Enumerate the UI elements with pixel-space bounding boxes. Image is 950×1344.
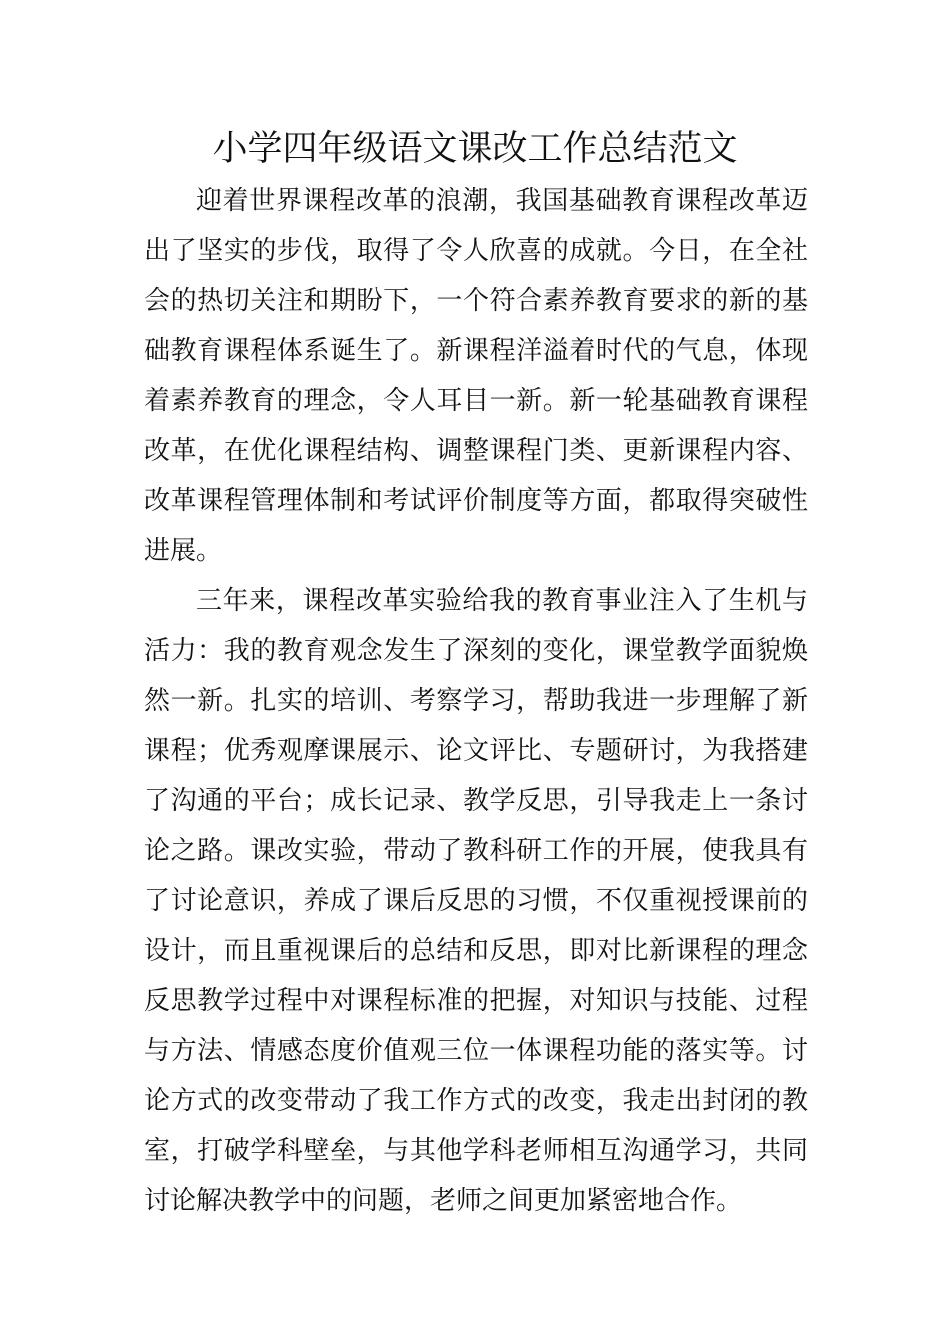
paragraph-2: 三年来，课程改革实验给我的教育事业注入了生机与活力：我的教育观念发生了深刻的变化，课堂教学面貌焕然一新。扎实的培训、考察学习，帮助我进一步理解了新课程；优秀观摩课展示、论文评比、专题研讨，为我搭建了沟通的平台；成长记录、教学反思，引导我走上一条讨论之路。课改实验，带动了教科研工作的开展，使我具有了讨论意识，养成了课后反思的习惯，不仅重视授课前的设计，而且重视课后的总结和反思，即对比新课程的理念反思教学过程中对课程标准的把握，对知识与技能、过程与方法、情感态度价值观三位一体课程功能的落实等。讨论方式的改变带动了我工作方式的改变，我走出封闭的教室，打破学科壁垒，与其他学科老师相互沟通学习，共同讨论解决教学中的问题，老师之间更加紧密地合作。 <box>144 586 808 1216</box>
document-body <box>144 176 808 1226</box>
document-title: 小学四年级语文课改工作总结范文 <box>212 129 738 169</box>
paragraph-1: 迎着世界课程改革的浪潮，我国基础教育课程改革迈出了坚实的步伐，取得了令人欣喜的成就。今日，在全社会的热切关注和期盼下，一个符合素养教育要求的新的基础教育课程体系诞生了。新课程洋溢着时代的气息，体现着素养教育的理念，令人耳目一新。新一轮基础教育课程改革，在优化课程结构、调整课程门类、更新课程内容、改革课程管理体制和考试评价制度等方面，都取得突破性进展。 <box>144 186 808 566</box>
